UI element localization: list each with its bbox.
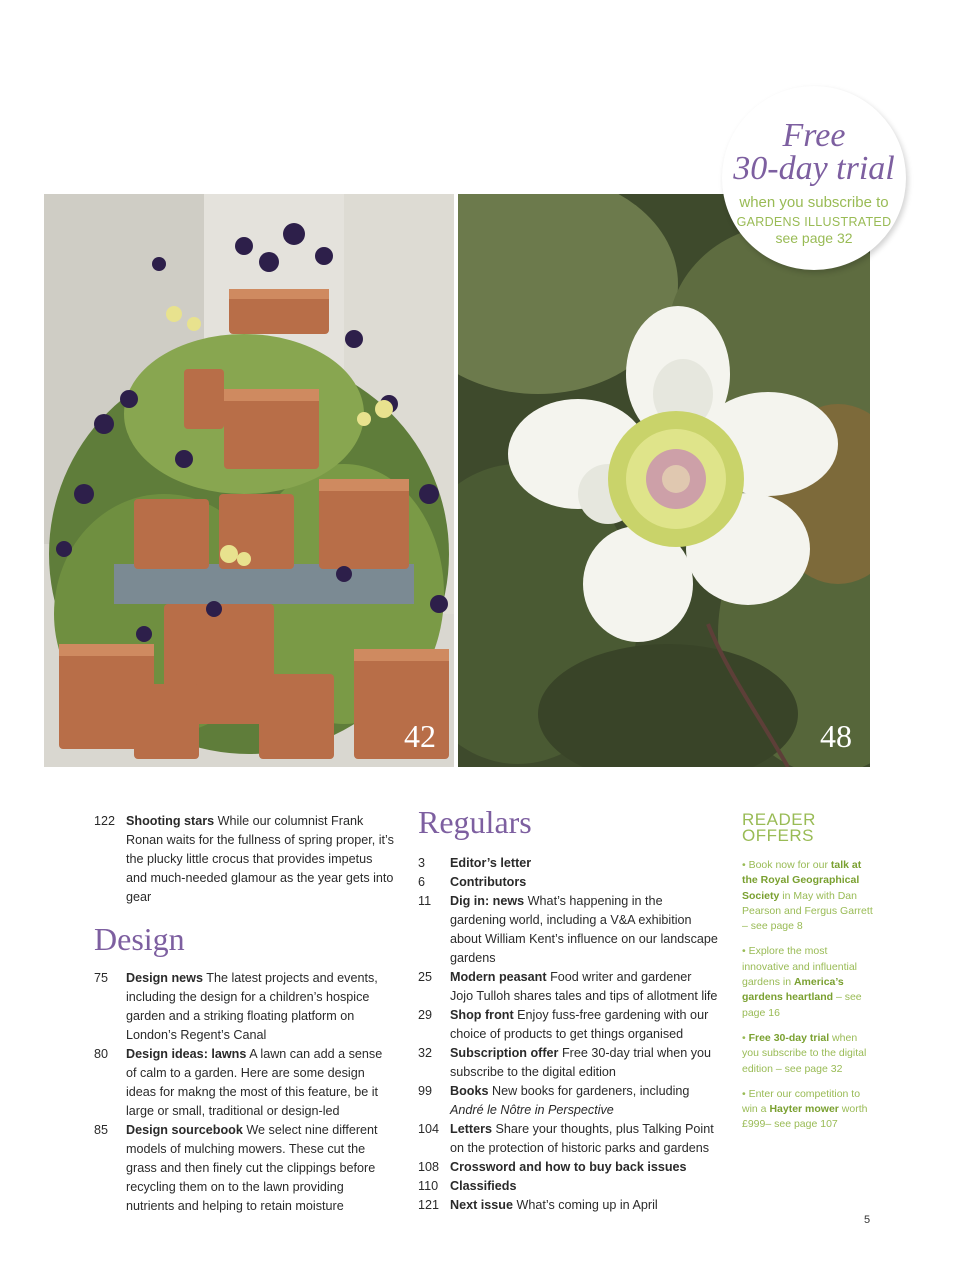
section-heading-regulars: Regulars xyxy=(418,804,532,840)
entry-page: 25 xyxy=(418,970,433,984)
entry-title: Shop front xyxy=(450,1008,514,1022)
reader-offer[interactable] xyxy=(742,1031,874,1077)
contents-entry[interactable] xyxy=(94,1045,394,1121)
entry-body: The latest projects and events, including the design for a children’s hospice garden and a striking floating platform on London’s Regent’s Canal xyxy=(126,971,378,1042)
contents-entry[interactable] xyxy=(418,1120,718,1158)
entry-title: Classifieds xyxy=(450,1179,517,1193)
reader-offers-column xyxy=(742,812,874,1143)
offer-text: • Explore the most innovative and influential gardens in xyxy=(742,945,857,989)
entry-body: Food writer and gardener Jojo Tulloh shares tales and tips of allotment life xyxy=(450,970,718,1003)
entry-page: 80 xyxy=(94,1047,109,1061)
reader-offer[interactable] xyxy=(742,944,874,1020)
photo-page-number: 42 xyxy=(404,718,436,754)
entry-page: 108 xyxy=(418,1160,440,1174)
promo-see-page: see page 32 xyxy=(775,230,853,246)
entry-body: Share your thoughts, plus Talking Point on the protection of historic parks and gardens xyxy=(450,1122,714,1155)
contents-column-1 xyxy=(94,812,394,1216)
entry-title: Dig in: news xyxy=(450,894,525,908)
contents-entry[interactable] xyxy=(418,1158,718,1177)
entry-title: Shooting stars xyxy=(126,814,215,828)
contents-entry[interactable] xyxy=(94,969,394,1045)
reader-offers-heading-line1: READER xyxy=(742,810,816,829)
reader-offer[interactable] xyxy=(742,858,874,934)
entry-title: Design ideas: lawns xyxy=(126,1047,247,1061)
photo-page-number: 48 xyxy=(820,718,852,754)
promo-free: Free xyxy=(782,117,846,154)
contents-column-2 xyxy=(418,804,718,1215)
contents-entry[interactable] xyxy=(418,854,718,873)
entry-body: We select nine different models of mulching mowers. These cut the grass and then finely cut the clippings before recycling them on to the lawn providing nutrients and helping to retain moisture xyxy=(126,1123,378,1213)
promo-magazine: GARDENS ILLUSTRATED xyxy=(736,215,892,229)
contents-entry[interactable] xyxy=(418,1044,718,1082)
offer-text: • Enter our competition to win a xyxy=(742,1087,861,1116)
free-trial-roundel[interactable] xyxy=(722,86,906,270)
entry-title: Letters xyxy=(450,1122,492,1136)
contents-entry[interactable] xyxy=(418,968,718,1006)
entry-title: Design news xyxy=(126,971,203,985)
offer-highlight: Free 30-day trial xyxy=(748,1031,830,1044)
entry-page: 6 xyxy=(418,875,426,889)
entry-title: Crossword and how to buy back issues xyxy=(450,1160,687,1174)
entry-body: Enjoy fuss-free gardening with our choice of products to get things organised xyxy=(450,1008,709,1041)
entry-page: 110 xyxy=(418,1179,439,1193)
entry-body: New books for gardeners, including xyxy=(488,1084,690,1098)
contents-entry[interactable] xyxy=(418,1177,718,1196)
contents-entry[interactable] xyxy=(418,1196,718,1215)
entry-title: Modern peasant xyxy=(450,970,547,984)
entry-body: A lawn can add a sense of calm to a garden. Here are some design ideas for makng the most of this feature, be it large or small, traditional or design-led xyxy=(126,1047,383,1118)
contents-entry[interactable] xyxy=(418,1082,718,1120)
entry-title: Design sourcebook xyxy=(126,1123,243,1137)
contents-entry[interactable] xyxy=(94,1121,394,1216)
offer-text: when you subscribe to the digital edition – see page 32 xyxy=(742,1031,867,1075)
entry-title: Next issue xyxy=(450,1198,513,1212)
entry-page: 99 xyxy=(418,1084,433,1098)
entry-page: 3 xyxy=(418,856,426,870)
entry-page: 104 xyxy=(418,1122,440,1136)
offer-text: • Book now for our xyxy=(742,859,831,871)
entry-body: While our columnist Frank Ronan waits for the fullness of spring proper, it’s the plucky little crocus that provides impetus and much-needed glamour as the year gets into gear xyxy=(126,814,394,904)
offer-highlight: America’s gardens heartland xyxy=(742,976,844,1004)
contents-entry[interactable] xyxy=(418,892,718,968)
contents-entry[interactable] xyxy=(418,873,718,892)
entry-page: 121 xyxy=(418,1198,440,1212)
entry-title: Contributors xyxy=(450,875,527,889)
section-heading-design: Design xyxy=(94,921,185,957)
offer-text: worth £999– see page 107 xyxy=(742,1103,868,1131)
entry-page: 32 xyxy=(418,1046,433,1060)
entry-body: What’s happening in the gardening world, including a V&A exhibition about William Kent’s influence on our landscape gardens xyxy=(450,894,718,965)
promo-subscribe: when you subscribe to xyxy=(739,194,889,211)
reader-offers-heading xyxy=(742,812,874,844)
entry-title: Subscription offer xyxy=(450,1046,559,1060)
contents-entry[interactable] xyxy=(418,1006,718,1044)
entry-page: 122 xyxy=(94,814,116,828)
entry-body: Free 30-day trial when you subscribe to the digital edition xyxy=(450,1046,712,1079)
anemone-flower-photo xyxy=(458,194,870,767)
entry-page: 75 xyxy=(94,971,109,985)
entry-book-title: André le Nôtre in Perspective xyxy=(450,1103,614,1117)
reader-offers-heading-line2: OFFERS xyxy=(742,826,814,845)
offer-text: • xyxy=(742,1031,749,1044)
entry-body: What’s coming up in April xyxy=(513,1198,658,1212)
entry-title: Books xyxy=(450,1084,489,1098)
potted-plants-photo xyxy=(44,194,454,767)
entry-page: 11 xyxy=(418,894,432,908)
entry-page: 29 xyxy=(418,1008,433,1022)
page-number: 5 xyxy=(864,1214,871,1226)
offer-text: – see page 16 xyxy=(742,991,862,1019)
contents-entry[interactable] xyxy=(94,812,394,907)
entry-title: Editor’s letter xyxy=(450,856,532,870)
offer-highlight: talk at the Royal Geographical Society xyxy=(742,859,862,902)
offer-highlight: Hayter mower xyxy=(769,1103,839,1116)
reader-offer[interactable] xyxy=(742,1087,874,1133)
promo-trial: 30-day trial xyxy=(733,150,895,187)
offer-text: in May with Dan Pearson and Fergus Garrett – see page 8 xyxy=(742,889,873,933)
entry-page: 85 xyxy=(94,1123,109,1137)
